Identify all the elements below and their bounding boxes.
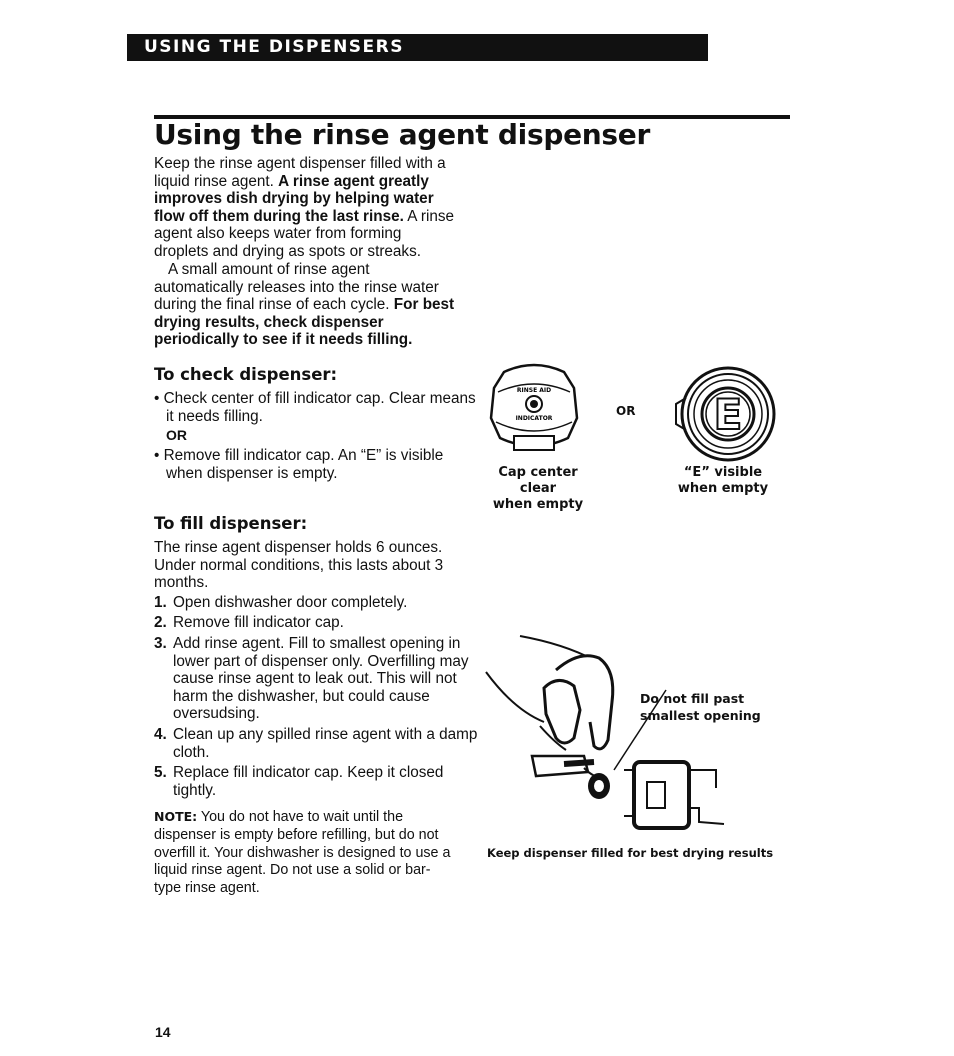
check-bullet-2: • Remove fill indicator cap. An “E” is visible when dispenser is empty. [154, 447, 444, 482]
intro-p1-b: A rinse agent greatly improves dish drying by helping water flow off them during the last rinse. [154, 172, 434, 225]
cap-label-top: RINSE AID [516, 387, 552, 394]
fill-indicator-cap-illustration [484, 362, 584, 458]
step-text: Remove fill indicator cap. [173, 614, 344, 631]
fill-step-5 [154, 764, 483, 799]
intro-paragraph-1 [154, 155, 459, 260]
note-label: NOTE: [154, 809, 198, 824]
figure-caption-keep-filled: Keep dispenser filled for best drying results [487, 846, 774, 860]
fill-note [154, 808, 454, 898]
step-text: Add rinse agent. Fill to smallest opening in lower part of dispenser only. Overfilling may cause rinse agent to leak out. This will not harm the dishwasher, but could cause oversudsing. [173, 635, 469, 722]
step-text: Open dishwasher door completely. [173, 594, 408, 611]
intro-paragraph-2 [154, 261, 459, 349]
fill-step-1 [154, 594, 483, 612]
page-title: Using the rinse agent dispenser [154, 118, 650, 151]
figure-or: OR [616, 404, 636, 418]
step-number: 5. [154, 764, 167, 781]
check-bullet-1: • Check center of fill indicator cap. Clear means it needs filling. [154, 390, 476, 425]
section-banner [127, 34, 708, 61]
fill-step-2 [154, 614, 483, 632]
step-number: 2. [154, 614, 167, 631]
step-text: Replace fill indicator cap. Keep it closed tightly. [173, 764, 444, 799]
callout-do-not-fill: Do not fill past smallest opening [640, 691, 761, 723]
note-text: You do not have to wait until the dispenser is empty before refilling, but do not overfill it. Your dishwasher is designed to use a liquid rinse agent. Do not use a solid or bar-type rinse agent. [154, 809, 451, 897]
step-text: Clean up any spilled rinse agent with a damp cloth. [173, 726, 478, 761]
page-number: 14 [155, 1024, 171, 1040]
filling-dispenser-illustration [484, 630, 734, 835]
fill-step-3 [154, 635, 483, 723]
step-number: 3. [154, 635, 167, 652]
e-letter: E [713, 390, 743, 439]
fill-heading: To fill dispenser: [154, 514, 308, 533]
caption-cap-center: Cap center clear when empty [492, 465, 584, 512]
intro-p1-c: A rinse agent also keeps water from forming droplets and drying as spots or streaks. [154, 207, 455, 260]
intro-p1-a: Keep the rinse agent dispenser filled with a liquid rinse agent. [154, 155, 446, 190]
fill-intro: The rinse agent dispenser holds 6 ounces. Under normal conditions, this lasts about 3 months. [154, 539, 444, 591]
cap-label-bottom: INDICATOR [515, 415, 553, 422]
step-number: 1. [154, 594, 167, 611]
intro-p2-b: For best drying results, check dispenser periodically to see if it needs filling. [154, 296, 455, 348]
fill-step-4 [154, 726, 483, 761]
step-number: 4. [154, 726, 167, 743]
check-heading: To check dispenser: [154, 365, 338, 384]
check-or: OR [166, 427, 187, 443]
caption-e-visible: “E” visible when empty [677, 465, 769, 496]
banner-text: USING THE DISPENSERS [144, 37, 404, 57]
cap-underside-illustration [668, 364, 778, 464]
intro-p2-a: A small amount of rinse agent automatically releases into the rinse water during the final rinse of each cycle. [154, 261, 439, 313]
